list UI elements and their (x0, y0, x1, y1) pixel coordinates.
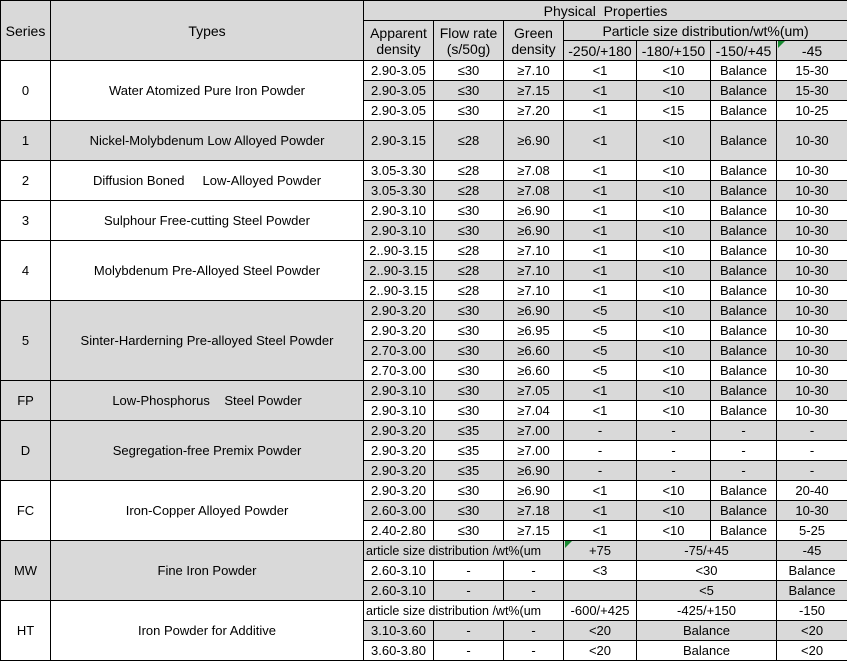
data-cell: ≥6.95 (504, 321, 564, 341)
data-cell: 10-30 (777, 501, 847, 521)
type-cell: Sinter-Harderning Pre-alloyed Steel Powder (51, 301, 364, 381)
data-cell: 2..90-3.15 (364, 241, 434, 261)
data-cell: <1 (564, 81, 637, 101)
data-cell: ≤30 (434, 321, 504, 341)
data-cell: <5 (564, 321, 637, 341)
header-row-1 (1, 1, 847, 21)
data-cell: <1 (564, 161, 637, 181)
series-column-header: Series (1, 1, 51, 61)
data-cell: - (504, 641, 564, 661)
data-cell: Balance (711, 161, 777, 181)
data-cell: ≤30 (434, 521, 504, 541)
data-cell: 3.10-3.60 (364, 621, 434, 641)
data-cell: 2.90-3.20 (364, 301, 434, 321)
data-cell: Balance (711, 381, 777, 401)
data-cell: 10-30 (777, 401, 847, 421)
physical-properties-header: Physical Properties (364, 1, 847, 21)
data-cell: <5 (637, 581, 777, 601)
data-cell: -600/+425 (564, 601, 637, 621)
data-cell: <5 (564, 361, 637, 381)
table-row (1, 481, 847, 501)
data-cell: - (777, 421, 847, 441)
data-cell: <1 (564, 381, 637, 401)
type-cell: Molybdenum Pre-Alloyed Steel Powder (51, 241, 364, 301)
data-cell: ≥7.10 (504, 261, 564, 281)
data-cell: ≤35 (434, 461, 504, 481)
type-cell: Segregation-free Premix Powder (51, 421, 364, 481)
table-row (1, 301, 847, 321)
data-cell: 2..90-3.15 (364, 281, 434, 301)
data-cell: <10 (637, 181, 711, 201)
data-cell: 2.90-3.10 (364, 381, 434, 401)
data-cell: <1 (564, 481, 637, 501)
data-cell: <1 (564, 241, 637, 261)
data-cell: 2.90-3.20 (364, 441, 434, 461)
type-cell: Sulphour Free-cutting Steel Powder (51, 201, 364, 241)
data-cell: ≥6.90 (504, 221, 564, 241)
data-cell: 2.40-2.80 (364, 521, 434, 541)
data-cell: -425/+150 (637, 601, 777, 621)
data-cell: 10-30 (777, 301, 847, 321)
data-cell: ≤30 (434, 401, 504, 421)
data-cell: - (711, 441, 777, 461)
series-cell: 0 (1, 61, 51, 121)
data-cell: Balance (711, 301, 777, 321)
data-cell: Balance (711, 521, 777, 541)
data-cell: 2.90-3.20 (364, 321, 434, 341)
data-cell: 2.90-3.10 (364, 221, 434, 241)
data-cell: ≤28 (434, 161, 504, 181)
data-cell: Balance (711, 81, 777, 101)
series-cell: 2 (1, 161, 51, 201)
data-cell: 10-30 (777, 321, 847, 341)
data-cell: - (564, 421, 637, 441)
data-cell: ≤30 (434, 81, 504, 101)
data-cell: 10-30 (777, 361, 847, 381)
table-row (1, 161, 847, 181)
data-cell: -45 (777, 541, 847, 561)
data-cell: - (434, 581, 504, 601)
data-cell: -75/+45 (637, 541, 777, 561)
psd-range-header: -150/+45 (711, 41, 777, 61)
data-cell: <10 (637, 241, 711, 261)
data-cell: <20 (564, 641, 637, 661)
data-cell: ≤28 (434, 281, 504, 301)
data-cell: <1 (564, 61, 637, 81)
data-cell: <1 (564, 281, 637, 301)
data-cell: ≥7.00 (504, 441, 564, 461)
data-cell: - (777, 461, 847, 481)
data-cell: 2.90-3.05 (364, 61, 434, 81)
data-cell: ≥7.10 (504, 241, 564, 261)
data-cell: - (637, 461, 711, 481)
data-cell: 2.60-3.10 (364, 561, 434, 581)
data-cell: - (711, 461, 777, 481)
data-cell: - (504, 561, 564, 581)
type-cell: Iron-Copper Alloyed Powder (51, 481, 364, 541)
data-cell: <1 (564, 521, 637, 541)
data-cell: ≤28 (434, 181, 504, 201)
data-cell: 10-30 (777, 261, 847, 281)
data-cell: article size distribution /wt%(um (364, 601, 564, 621)
data-cell: 2.70-3.00 (364, 341, 434, 361)
data-cell: <1 (564, 261, 637, 281)
data-cell: 2.90-3.15 (364, 121, 434, 161)
data-cell: ≥6.90 (504, 301, 564, 321)
series-cell: 4 (1, 241, 51, 301)
data-cell: ≥6.60 (504, 361, 564, 381)
green-corner-indicator-icon (565, 541, 572, 548)
data-cell: <10 (637, 521, 711, 541)
data-cell: ≤28 (434, 241, 504, 261)
data-cell: article size distribution /wt%(um (364, 541, 564, 561)
data-cell: <20 (777, 621, 847, 641)
data-cell: <10 (637, 401, 711, 421)
series-cell: HT (1, 601, 51, 661)
apparent-density-header: Apparent density (364, 21, 434, 61)
data-cell: Balance (711, 181, 777, 201)
data-cell: 2.70-3.00 (364, 361, 434, 381)
data-cell: ≤35 (434, 421, 504, 441)
data-cell: 2.90-3.20 (364, 421, 434, 441)
data-cell: Balance (711, 481, 777, 501)
data-cell: 2.90-3.05 (364, 101, 434, 121)
data-cell: <10 (637, 121, 711, 161)
series-cell: FC (1, 481, 51, 541)
data-cell: 10-30 (777, 181, 847, 201)
data-cell: Balance (711, 281, 777, 301)
type-cell: Water Atomized Pure Iron Powder (51, 61, 364, 121)
data-cell: Balance (711, 501, 777, 521)
data-cell: <10 (637, 361, 711, 381)
data-cell: <20 (777, 641, 847, 661)
data-cell: ≥6.90 (504, 461, 564, 481)
table-body (1, 61, 847, 661)
data-cell: ≤35 (434, 441, 504, 461)
data-cell: 10-30 (777, 381, 847, 401)
data-cell: ≥7.00 (504, 421, 564, 441)
table-row (1, 601, 847, 621)
data-cell: Balance (711, 221, 777, 241)
data-cell: ≥7.20 (504, 101, 564, 121)
data-cell: 20-40 (777, 481, 847, 501)
data-cell: <10 (637, 501, 711, 521)
data-cell: Balance (637, 641, 777, 661)
data-cell: ≥7.10 (504, 61, 564, 81)
green-corner-indicator-icon (778, 41, 785, 48)
table-row (1, 421, 847, 441)
data-cell: ≥7.08 (504, 161, 564, 181)
data-cell: <10 (637, 301, 711, 321)
type-cell: Nickel-Molybdenum Low Alloyed Powder (51, 121, 364, 161)
data-cell: 10-30 (777, 341, 847, 361)
data-cell: 3.05-3.30 (364, 181, 434, 201)
data-cell: ≥7.10 (504, 281, 564, 301)
data-cell: 15-30 (777, 61, 847, 81)
data-cell: <10 (637, 341, 711, 361)
data-cell (564, 581, 637, 601)
data-cell: - (434, 561, 504, 581)
type-cell: Diffusion Boned Low-Alloyed Powder (51, 161, 364, 201)
data-cell: Balance (777, 581, 847, 601)
data-cell: ≤30 (434, 381, 504, 401)
data-cell: ≤30 (434, 61, 504, 81)
data-cell: - (434, 621, 504, 641)
psd-range-header: -180/+150 (637, 41, 711, 61)
data-cell: 10-30 (777, 241, 847, 261)
data-cell: ≥7.15 (504, 81, 564, 101)
data-cell: 2.60-3.00 (364, 501, 434, 521)
data-cell: <1 (564, 121, 637, 161)
table-row (1, 541, 847, 561)
data-cell: 3.60-3.80 (364, 641, 434, 661)
data-cell: - (711, 421, 777, 441)
data-cell: Balance (711, 101, 777, 121)
data-cell: - (434, 641, 504, 661)
data-cell: ≤28 (434, 121, 504, 161)
data-cell: <1 (564, 201, 637, 221)
data-cell: 10-30 (777, 161, 847, 181)
data-cell: ≤30 (434, 101, 504, 121)
data-cell: ≥6.60 (504, 341, 564, 361)
psd-range-header: -250/+180 (564, 41, 637, 61)
psd-range-header (777, 41, 847, 61)
data-cell: Balance (711, 241, 777, 261)
data-cell: +75 (564, 541, 637, 561)
data-cell: 5-25 (777, 521, 847, 541)
data-cell: Balance (711, 401, 777, 421)
data-cell: <10 (637, 281, 711, 301)
data-cell: ≥6.90 (504, 201, 564, 221)
data-cell: Balance (711, 61, 777, 81)
data-cell: <10 (637, 381, 711, 401)
data-cell: 2.60-3.10 (364, 581, 434, 601)
data-cell: <10 (637, 161, 711, 181)
data-cell: ≤30 (434, 481, 504, 501)
data-cell: 10-25 (777, 101, 847, 121)
table-row (1, 241, 847, 261)
data-cell: 10-30 (777, 121, 847, 161)
data-cell: Balance (711, 361, 777, 381)
data-cell: 2..90-3.15 (364, 261, 434, 281)
data-cell: <1 (564, 181, 637, 201)
data-cell: ≥6.90 (504, 121, 564, 161)
data-cell: ≥6.90 (504, 481, 564, 501)
data-cell: <30 (637, 561, 777, 581)
data-cell: <5 (564, 341, 637, 361)
data-cell: Balance (711, 341, 777, 361)
series-cell: 1 (1, 121, 51, 161)
types-column-header: Types (51, 1, 364, 61)
psd-range-label: -45 (801, 42, 823, 59)
data-cell: ≤30 (434, 361, 504, 381)
data-cell: <15 (637, 101, 711, 121)
data-cell: <10 (637, 81, 711, 101)
data-cell: <10 (637, 221, 711, 241)
data-cell: ≤30 (434, 301, 504, 321)
particle-size-distribution-header: Particle size distribution/wt%(um) (564, 21, 847, 41)
data-cell: Balance (637, 621, 777, 641)
data-cell: <1 (564, 221, 637, 241)
data-cell: ≤28 (434, 261, 504, 281)
data-cell: <10 (637, 321, 711, 341)
data-cell: <3 (564, 561, 637, 581)
series-cell: D (1, 421, 51, 481)
data-cell: - (777, 441, 847, 461)
data-cell: - (564, 441, 637, 461)
series-cell: FP (1, 381, 51, 421)
green-density-header: Green density (504, 21, 564, 61)
data-cell: Balance (711, 201, 777, 221)
data-cell: 3.05-3.30 (364, 161, 434, 181)
table-row (1, 381, 847, 401)
data-cell: 10-30 (777, 221, 847, 241)
data-cell: <10 (637, 201, 711, 221)
data-cell: <10 (637, 61, 711, 81)
type-cell: Fine Iron Powder (51, 541, 364, 601)
data-cell: - (504, 581, 564, 601)
data-cell: - (564, 461, 637, 481)
data-cell: 2.90-3.10 (364, 401, 434, 421)
data-cell: ≤30 (434, 341, 504, 361)
series-cell: 5 (1, 301, 51, 381)
data-cell: <10 (637, 261, 711, 281)
data-cell: 2.90-3.20 (364, 461, 434, 481)
table-row (1, 61, 847, 81)
data-cell: 2.90-3.10 (364, 201, 434, 221)
data-cell: <20 (564, 621, 637, 641)
data-cell: Balance (711, 261, 777, 281)
data-cell: 15-30 (777, 81, 847, 101)
data-cell: Balance (711, 321, 777, 341)
data-cell: <5 (564, 301, 637, 321)
data-cell: - (504, 621, 564, 641)
data-cell: ≥7.18 (504, 501, 564, 521)
type-cell: Low-Phosphorus Steel Powder (51, 381, 364, 421)
table-row (1, 121, 847, 161)
data-cell: - (637, 441, 711, 461)
data-cell: 2.90-3.20 (364, 481, 434, 501)
data-cell: <10 (637, 481, 711, 501)
type-cell: Iron Powder for Additive (51, 601, 364, 661)
data-cell: ≥7.15 (504, 521, 564, 541)
flow-rate-header: Flow rate (s/50g) (434, 21, 504, 61)
data-cell: 10-30 (777, 201, 847, 221)
series-cell: 3 (1, 201, 51, 241)
data-cell: ≤30 (434, 221, 504, 241)
data-cell: ≥7.05 (504, 381, 564, 401)
data-cell: 10-30 (777, 281, 847, 301)
data-cell: ≤30 (434, 501, 504, 521)
data-cell: - (637, 421, 711, 441)
data-cell: 2.90-3.05 (364, 81, 434, 101)
data-cell: <1 (564, 401, 637, 421)
data-cell: ≥7.08 (504, 181, 564, 201)
data-cell: Balance (711, 121, 777, 161)
table-row (1, 201, 847, 221)
data-cell: -150 (777, 601, 847, 621)
data-cell: <1 (564, 101, 637, 121)
data-cell: ≤30 (434, 201, 504, 221)
series-cell: MW (1, 541, 51, 601)
data-cell: Balance (777, 561, 847, 581)
data-cell: ≥7.04 (504, 401, 564, 421)
data-cell: <1 (564, 501, 637, 521)
